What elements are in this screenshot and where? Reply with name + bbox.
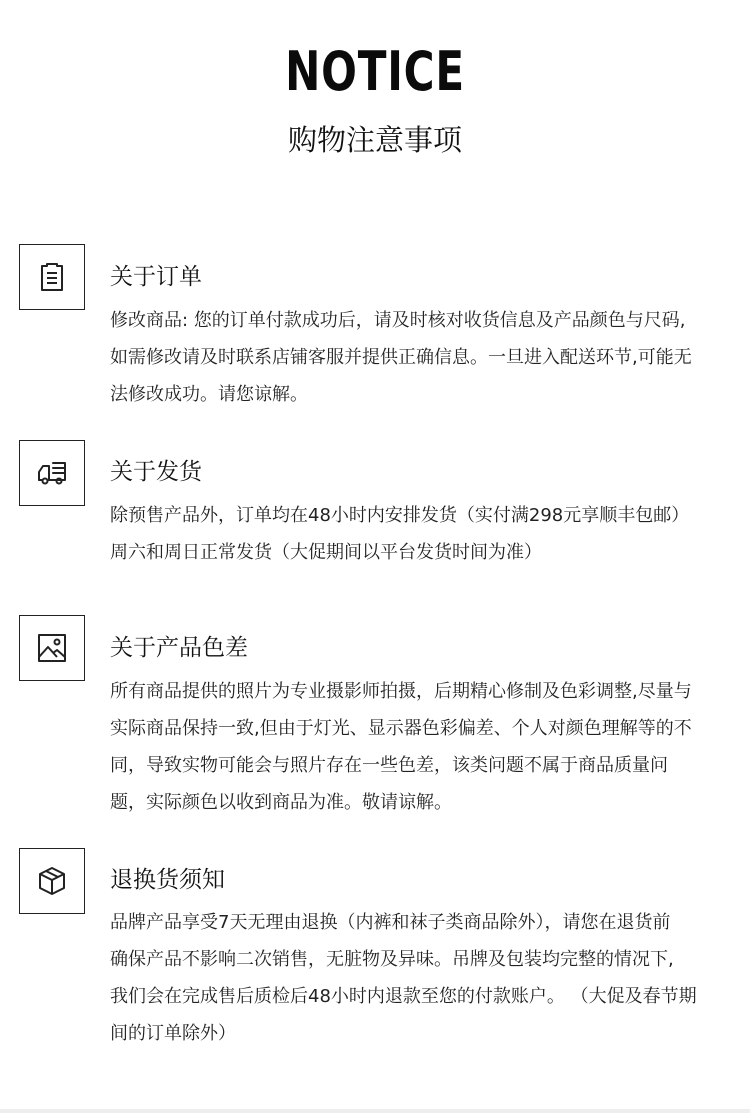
body-line: 题，实际颜色以收到商品为准。敬请谅解。 <box>110 792 452 813</box>
section-title: 关于订单 <box>110 264 202 290</box>
body-line: 实际商品保持一致,但由于灯光、显示器色彩偏差、个人对颜色理解等的不 <box>110 718 692 739</box>
body-line: 所有商品提供的照片为专业摄影师拍摄，后期精心修制及色彩调整,尽量与 <box>110 681 692 702</box>
section-title: 关于发货 <box>110 459 202 485</box>
body-line: 修改商品: 您的订单付款成功后，请及时核对收货信息及产品颜色与尺码, <box>110 310 686 331</box>
image-icon <box>35 631 69 665</box>
section-title: 关于产品色差 <box>110 635 248 661</box>
body-line: 确保产品不影响二次销售，无脏物及异味。吊牌及包装均完整的情况下, <box>110 949 674 970</box>
bottom-divider <box>0 1109 750 1113</box>
header-subtitle: 购物注意事项 <box>287 123 462 157</box>
body-line: 周六和周日正常发货（大促期间以平台发货时间为准） <box>110 542 542 563</box>
body-line: 同，导致实物可能会与照片存在一些色差，该类问题不属于商品质量问 <box>110 755 668 776</box>
body-line: 如需修改请及时联系店铺客服并提供正确信息。一旦进入配送环节,可能无 <box>110 347 692 368</box>
section-body <box>110 497 725 571</box>
body-line: 品牌产品享受7天无理由退换（内裤和袜子类商品除外），请您在退货前 <box>110 912 671 933</box>
color-icon-box <box>19 615 85 681</box>
clipboard-icon <box>35 260 69 294</box>
shipping-icon-box <box>19 440 85 506</box>
package-box-icon <box>35 864 69 898</box>
order-icon-box <box>19 244 85 310</box>
body-line: 间的订单除外） <box>110 1023 236 1044</box>
body-line: 我们会在完成售后质检后48小时内退款至您的付款账户。 （大促及春节期 <box>110 986 697 1007</box>
header-title: NOTICE <box>285 40 465 103</box>
section-body <box>110 302 725 413</box>
body-line: 除预售产品外，订单均在48小时内安排发货（实付满298元享顺丰包邮） <box>110 505 690 526</box>
section-body <box>110 673 725 821</box>
section-body <box>110 904 725 1052</box>
returns-icon-box <box>19 848 85 914</box>
section-title: 退换货须知 <box>110 867 225 893</box>
delivery-truck-icon <box>35 456 69 490</box>
body-line: 法修改成功。请您谅解。 <box>110 384 308 405</box>
